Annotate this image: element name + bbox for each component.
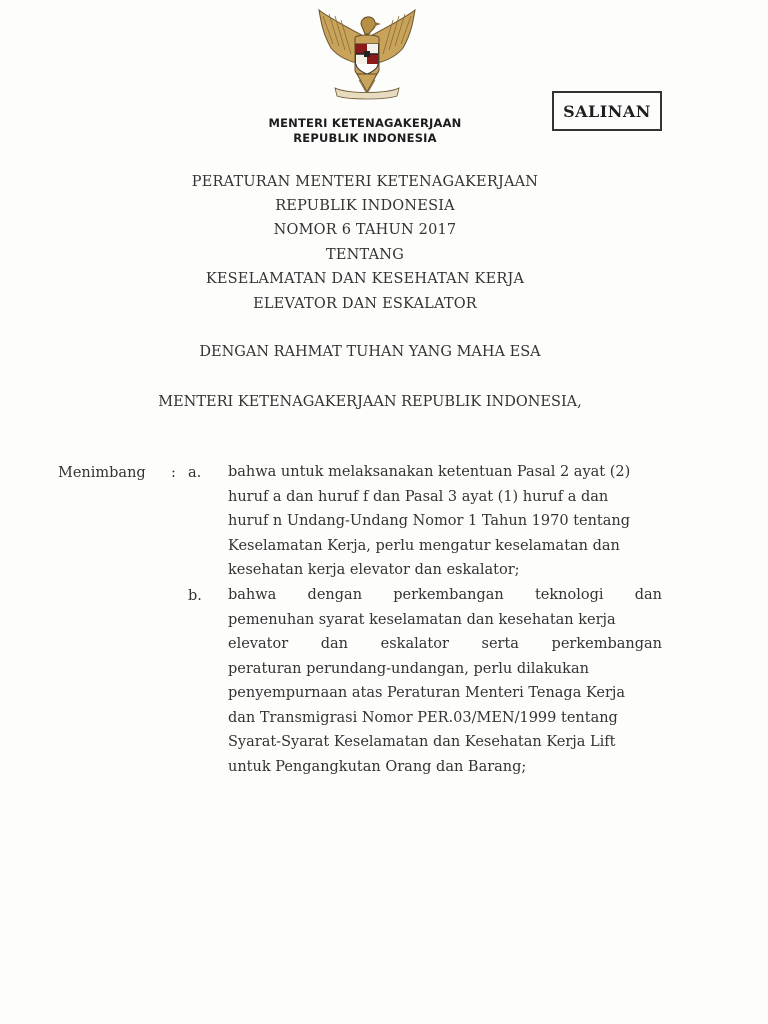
text-line: bahwa dengan perkembangan teknologi dan <box>228 587 662 603</box>
text-line: Syarat-Syarat Keselamatan dan Kesehatan Kerja Lift <box>228 734 616 750</box>
text-line: bahwa untuk melaksanakan ketentuan Pasal 2 ayat (2) <box>228 464 631 480</box>
text-line: elevator dan eskalator serta perkembangan <box>228 636 662 652</box>
regulation-number: NOMOR 6 TAHUN 2017 <box>273 222 457 238</box>
menimbang-colon: : <box>171 465 176 481</box>
regulation-subject: ELEVATOR DAN ESKALATOR <box>253 296 477 312</box>
garuda-emblem-icon <box>309 8 425 100</box>
text-line: dan Transmigrasi Nomor PER.03/MEN/1999 tentang <box>228 709 618 726</box>
title-line: PERATURAN MENTERI KETENAGAKERJAAN <box>191 174 539 190</box>
text-line: penyempurnaan atas Peraturan Menteri Tenaga Kerja <box>228 685 626 701</box>
text-line: pemenuhan syarat keselamatan dan kesehatan kerja <box>228 611 616 628</box>
title-line: TENTANG <box>326 247 404 263</box>
text-line: untuk Pengangkutan Orang dan Barang; <box>228 758 527 775</box>
text-line: peraturan perundang-undangan, perlu dilakukan <box>228 660 589 677</box>
text-line: kesehatan kerja elevator dan eskalator; <box>228 562 520 578</box>
title-line: REPUBLIK INDONESIA <box>275 198 455 214</box>
preamble-menteri: MENTERI KETENAGAKERJAAN REPUBLIK INDONESIA, <box>158 394 582 410</box>
ministry-name: MENTERI KETENAGAKERJAAN <box>268 116 462 130</box>
regulation-subject: KESELAMATAN DAN KESEHATAN KERJA <box>205 271 525 287</box>
text-line: huruf n Undang-Undang Nomor 1 Tahun 1970 tentang <box>228 513 631 529</box>
text-line: huruf a dan huruf f dan Pasal 3 ayat (1) huruf a dan <box>228 488 609 505</box>
text-line: Keselamatan Kerja, perlu mengatur keselamatan dan <box>228 537 620 554</box>
preamble-rahmat: DENGAN RAHMAT TUHAN YANG MAHA ESA <box>199 344 541 360</box>
ministry-country: REPUBLIK INDONESIA <box>293 131 437 145</box>
point-a-text <box>228 460 662 583</box>
point-marker: b. <box>188 588 202 604</box>
point-b-text <box>228 583 662 779</box>
salinan-stamp: SALINAN <box>552 91 662 131</box>
menimbang-label: Menimbang <box>58 465 146 481</box>
point-marker: a. <box>188 465 202 481</box>
